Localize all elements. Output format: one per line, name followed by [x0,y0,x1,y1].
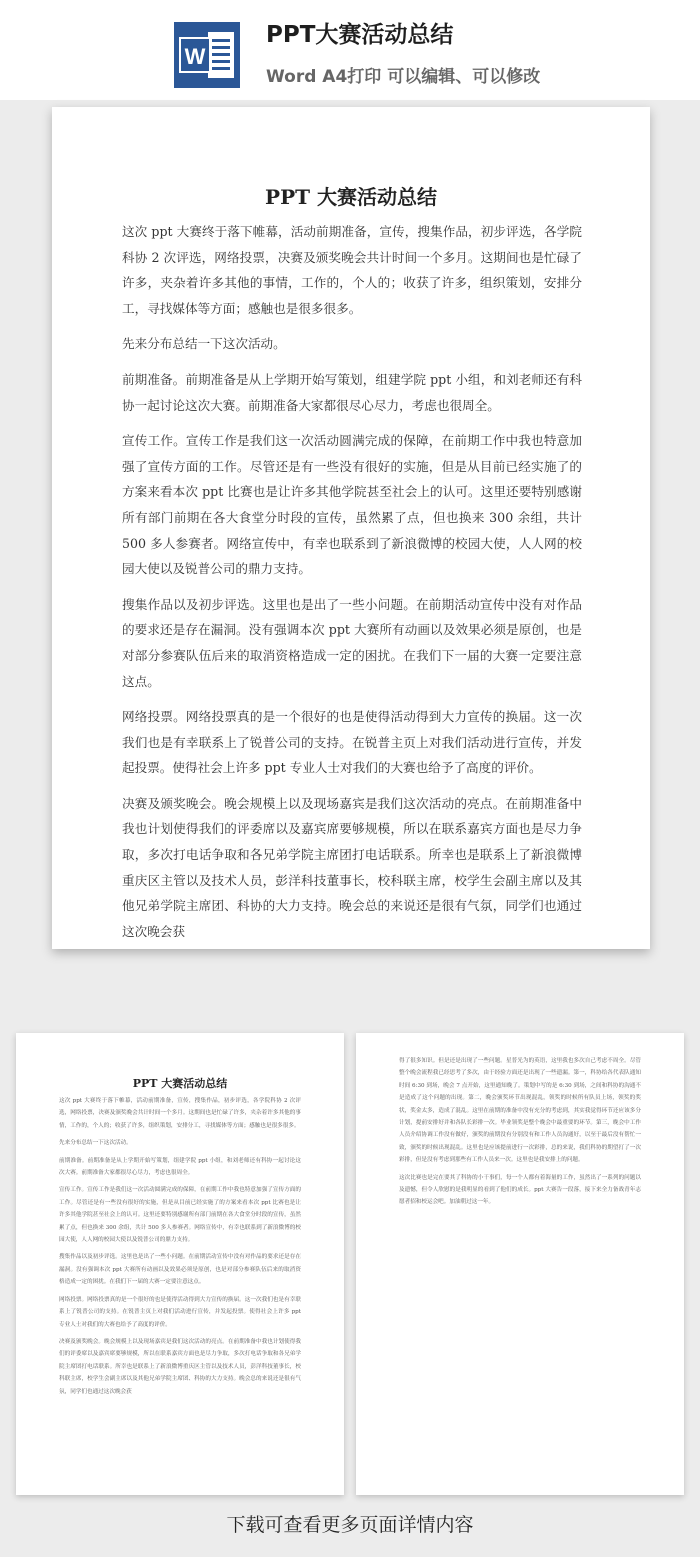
document-title: PPT 大赛活动总结 [265,185,437,209]
thumbnail-body [399,1055,641,1214]
paragraph: 宣传工作。宣传工作是我们这一次活动圆满完成的保障，在前期工作中我也特意加强了宣传方面的工作。尽管还是有一些没有很好的实施，但是从目前已经实施了的方案来看本次 ppt 比赛也是让许多其他学院甚至社会上的认可。这里还要特别感谢所有部门前期在各大食堂分时段的宣传，虽然累了点，但也换来 300 余组，共计 500 多人参赛者。网络宣传中，有幸也联系到了新浪微博的校园大使，人人网的校园大使以及锐普公司的鼎力支持。 [122,433,582,577]
paragraph: 这次 ppt 大赛终于落下帷幕，活动前期准备，宣传，搜集作品，初步评选，各学院科协 2 次评选，网络投票，决赛及颁奖晚会共计时间一个多月。这期间也是忙碌了许多，夹杂着许多其他的事情，工作的，个人的；收获了许多，组织策划，安排分工，寻找媒体等方面；感触也是很多很多。 [122,224,582,316]
paragraph: 这次 ppt 大赛终于落下帷幕，活动前期准备，宣传，搜集作品，初步评选，各学院科协 2 次评选，网络投票，决赛及颁奖晚会共计时间一个多月。这期间也是忙碌了许多，夹杂着许多其他的事情，工作的，个人的；收获了许多，组织策划，安排分工，寻找媒体等方面；感触也是很多很多。 [59,1098,301,1129]
paragraph: 先来分布总结一下这次活动。 [59,1140,132,1147]
page-thumbnail-1[interactable] [16,1033,344,1495]
paragraph: 得了很多知识。但是还是出现了一些问题。星普光为的英语，这里我也多次自己考虑不周全。尽管整个晚会流程我已经思考了多次，由于经验方面还是出现了一些遗漏。第一，科协给各代表队通知时间 6:30 到场，晚会 7 点开始，这里通知晚了。策划中写的是 6:30 到场，之间和科协的沟通不是造成了这个问题的出现。第二，晚会颁奖环节出现混乱，领奖的时候所有队员上场，领奖的奖状，奖金太多，造成了混乱。这里在前期的准备中没有充分的考虑到，其实我觉得环节还应该多分计划，提前安排好并和各队长彩排一次。毕业领奖是整个晚会中最重要的环节。第三，晚会中工作人员介绍协调工作没有做好，颁奖的前期没有分别没有和工作人员沟通好，以至于最后没有帮忙一致，颁奖的时候出现混乱。这里也是应该提前进行一次彩排，总的来说，我们科协的期望打了一次彩排，但是没有考虑到那些有工作人员来一次。这里也是我安排上的问题。 [399,1058,641,1164]
word-icon [174,22,240,88]
document-body [122,219,582,954]
paragraph: 决赛及颁奖晚会。晚会规模上以及现场嘉宾是我们这次活动的亮点。在前期准备中我也计划使得我们的评委席以及嘉宾席要够规模，所以在联系嘉宾方面也是尽力争取，多次打电话争取和各兄弟学院主席团打电话联系。所幸也是联系上了新浪微博重庆区主管以及技术人员，彭洋科技董事长，校科联主席，校学生会副主席以及其他兄弟学院主席团、科协的大力支持。晚会总的来说还是很有气氛，同学们也通过这次晚会获 [122,795,582,939]
paragraph: 这次比赛也是完在要其了科协的小干事们，每一个人都有着海量的工作，虽然出了一系列的问题以及遗憾，但令人欣慰的是我明显的看到了他们的成长。ppt 大赛告一段落，接下来全力备战青年志愿者招和校运会吧。加油朝过这一年。 [399,1174,641,1206]
paragraph: 前期准备。前期准备是从上学期开始写策划，组建学院 ppt 小组，和刘老师还有科协一起讨论这次大赛。前期准备大家都很尽心尽力，考虑也很周全。 [59,1157,301,1177]
paragraph: 前期准备。前期准备是从上学期开始写策划，组建学院 ppt 小组，和刘老师还有科协一起讨论这次大赛。前期准备大家都很尽心尽力，考虑也很周全。 [122,371,582,413]
svg-text:W: W [184,44,206,69]
page-title: PPT大赛活动总结 [266,22,454,48]
page-thumbnail-2[interactable] [356,1033,684,1495]
paragraph: 网络投票。网络投票真的是一个很好的也是使得活动得到大力宣传的换届。这一次我们也是有幸联系上了锐普公司的支持。在锐普主页上对我们活动进行宣传，并发起投票。使得社会上许多 ppt 专业人士对我们的大赛也给予了高度的评价。 [122,709,582,776]
thumbnail-body [59,1095,301,1403]
thumbnail-title: PPT 大赛活动总结 [132,1077,228,1090]
document-page-preview [52,107,650,949]
page-subtitle: Word A4打印 可以编辑、可以修改 [266,67,541,87]
paragraph: 先来分布总结一下这次活动。 [122,336,286,352]
paragraph: 搜集作品以及初步评选。这里也是出了一些小问题。在前期活动宣传中没有对作品的要求还是存在漏洞。没有强调本次 ppt 大赛所有动画以及效果必须是原创，也是对部分参赛队伍后来的取消资格造成一定的困扰。在我们下一届的大赛一定要注意这点。 [59,1254,301,1286]
header-banner [0,0,700,100]
paragraph: 决赛及颁奖晚会。晚会规模上以及现场嘉宾是我们这次活动的亮点。在前期准备中我也计划使得我们的评委席以及嘉宾席要够规模，所以在联系嘉宾方面也是尽力争取，多次打电话争取和各兄弟学院主席团打电话联系。所幸也是联系上了新浪微博重庆区主管以及技术人员，彭洋科技董事长，校科联主席，校学生会副主席以及其他兄弟学院主席团、科协的大力支持。晚会总的来说还是很有气氛，同学们也通过这次晚会获 [59,1338,301,1395]
paragraph: 网络投票。网络投票真的是一个很好的也是使得活动得到大力宣传的换届。这一次我们也是有幸联系上了锐普公司的支持。在锐普主页上对我们活动进行宣传，并发起投票。使得社会上许多 ppt 专业人士对我们的大赛也给予了高度的评价。 [59,1296,301,1328]
paragraph: 宣传工作。宣传工作是我们这一次活动圆满完成的保障，在前期工作中我也特意加强了宣传方面的工作。尽管还是有一些没有很好的实施，但是从目前已经实施了的方案来看本次 ppt 比赛也是让许多其他学院甚至社会上的认可。这里还要特别感谢所有部门前期在各大食堂分时段的宣传，虽然累了点，但也换来 300 余组，共计 500 多人参赛者。网络宣传中，有幸也联系到了新浪微博的校园大使，人人网的校园大使以及锐普公司的鼎力支持。 [59,1187,301,1244]
paragraph: 搜集作品以及初步评选。这里也是出了一些小问题。在前期活动宣传中没有对作品的要求还是存在漏洞。没有强调本次 ppt 大赛所有动画以及效果必须是原创，也是对部分参赛队伍后来的取消资格造成一定的困扰。在我们下一届的大赛一定要注意这点。 [122,596,582,689]
download-more-link[interactable]: 下载可查看更多页面详情内容 [226,1514,474,1536]
